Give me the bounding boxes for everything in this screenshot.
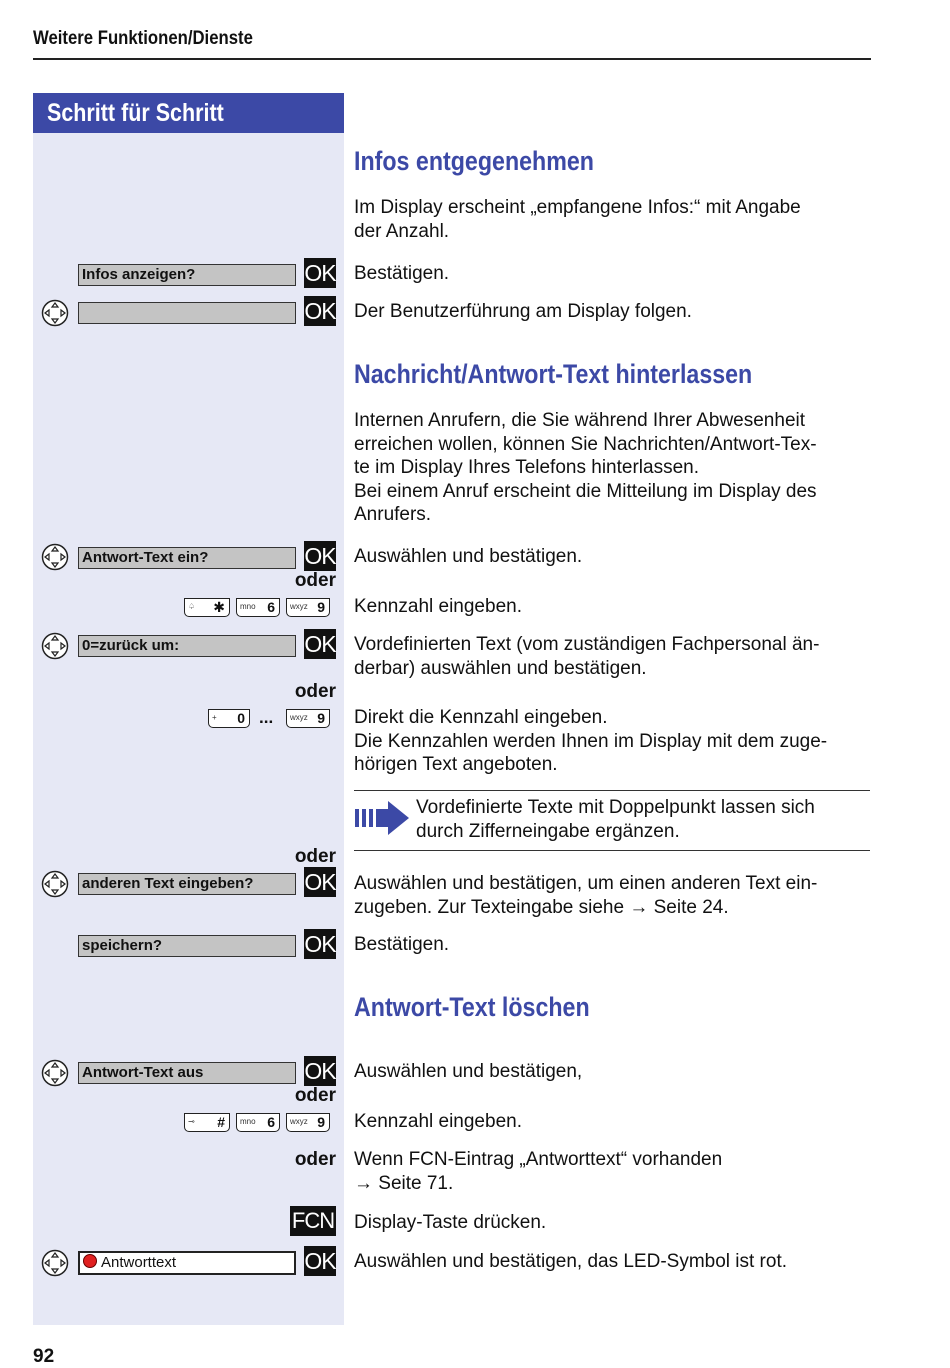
navigation-key-icon[interactable]: [41, 870, 69, 898]
nachricht-step-5: Auswählen und bestätigen, um einen anderen Text ein- zugeben. Zur Texteingabe siehe → Seite 24.: [354, 873, 818, 918]
section-heading-nachricht: Nachricht/Antwort-Text hinterlassen: [354, 359, 753, 389]
key-9-icon[interactable]: wxyz 9: [286, 1113, 330, 1132]
key-range-ellipsis: ...: [259, 708, 274, 727]
ok-key-icon[interactable]: OK: [304, 298, 336, 324]
display-antworttext: [78, 1251, 296, 1275]
display-antwort-text-aus: Antwort-Text aus: [78, 1062, 296, 1084]
display-anderen-text: anderen Text eingeben?: [78, 873, 296, 895]
note-rule-top: [354, 790, 870, 791]
display-antwort-text-ein: Antwort-Text ein?: [78, 547, 296, 569]
navigation-key-icon[interactable]: [41, 1249, 69, 1277]
ok-key-icon[interactable]: OK: [304, 1248, 336, 1274]
page-number: 92: [33, 1346, 55, 1367]
navigation-key-icon[interactable]: [41, 299, 69, 327]
section-heading-infos: Infos entgegenehmen: [354, 146, 594, 176]
oder-label: oder: [294, 846, 336, 867]
key-6-icon[interactable]: mno 6: [236, 1113, 280, 1132]
running-header: Weitere Funktionen/Dienste: [33, 28, 253, 49]
key-6-icon[interactable]: mno 6: [236, 598, 280, 617]
key-0-icon[interactable]: + 0: [208, 709, 250, 728]
note-rule-bottom: [354, 850, 870, 851]
loeschen-step-3: Wenn FCN-Eintrag „Antworttext“ vorhanden → Seite 71.: [354, 1149, 723, 1194]
key-9-icon[interactable]: wxyz 9: [286, 709, 330, 728]
ok-key-icon[interactable]: OK: [304, 869, 336, 895]
navigation-key-icon[interactable]: [41, 543, 69, 571]
infos-intro: Im Display erscheint „empfangene Infos:“ mit Angabe der Anzahl.: [354, 197, 801, 242]
display-infos-anzeigen: Infos anzeigen?: [78, 264, 296, 286]
ok-key-icon[interactable]: OK: [304, 543, 336, 569]
infos-step-2: Der Benutzerführung am Display folgen.: [354, 301, 692, 322]
nachricht-step-6: Bestätigen.: [354, 934, 450, 955]
display-zurueck-um: 0=zurück um:: [78, 635, 296, 657]
display-speichern: speichern?: [78, 935, 296, 957]
display-antworttext-label: Antworttext: [101, 1254, 177, 1271]
display-empty: [78, 302, 296, 324]
header-rule: [33, 58, 871, 60]
oder-label: oder: [294, 570, 336, 591]
sidebar-heading: [33, 93, 344, 133]
loeschen-step-2: Kennzahl eingeben.: [354, 1111, 522, 1132]
loeschen-step-1: Auswählen und bestätigen,: [354, 1061, 583, 1082]
loeschen-step-4: Display-Taste drücken.: [354, 1212, 547, 1233]
fcn-key-icon[interactable]: FCN: [290, 1206, 336, 1236]
note-arrow-icon: [355, 800, 410, 836]
nachricht-step-2: Kennzahl eingeben.: [354, 596, 522, 617]
oder-label: oder: [294, 1149, 336, 1170]
key-9-icon[interactable]: wxyz 9: [286, 598, 330, 617]
ok-key-icon[interactable]: OK: [304, 631, 336, 657]
nachricht-step-1: Auswählen und bestätigen.: [354, 546, 583, 567]
loeschen-step-5: Auswählen und bestätigen, das LED-Symbol ist rot.: [354, 1251, 788, 1272]
ok-key-icon[interactable]: OK: [304, 1058, 336, 1084]
oder-label: oder: [294, 1085, 336, 1106]
nachricht-intro: Internen Anrufern, die Sie während Ihrer Abwesenheit erreichen wollen, können Sie Nachrichten/Antwort-Tex- te im Display Ihres Telefons hinterlassen. Bei einem Anruf erscheint die Mitteilung im Display des Anrufers.: [354, 410, 817, 525]
sidebar-title: Schritt für Schritt: [47, 99, 224, 127]
red-led-icon: [83, 1254, 97, 1268]
ok-key-icon[interactable]: OK: [304, 260, 336, 286]
navigation-key-icon[interactable]: [41, 632, 69, 660]
note-text: Vordefinierte Texte mit Doppelpunkt lassen sich durch Zifferneingabe ergänzen.: [416, 797, 815, 842]
section-heading-loeschen: Antwort-Text löschen: [354, 992, 590, 1022]
star-key-icon[interactable]: ♤ ✱: [184, 598, 230, 617]
hash-key-icon[interactable]: ⊸ #: [184, 1113, 230, 1132]
nachricht-step-4: Direkt die Kennzahl eingeben. Die Kennzahlen werden Ihnen im Display mit dem zuge- hörigen Text angeboten.: [354, 707, 828, 775]
ok-key-icon[interactable]: OK: [304, 931, 336, 957]
infos-step-1: Bestätigen.: [354, 263, 450, 284]
nachricht-step-3: Vordefinierten Text (vom zuständigen Fachpersonal än- derbar) auswählen und bestätigen.: [354, 634, 820, 679]
oder-label: oder: [294, 681, 336, 702]
navigation-key-icon[interactable]: [41, 1059, 69, 1087]
